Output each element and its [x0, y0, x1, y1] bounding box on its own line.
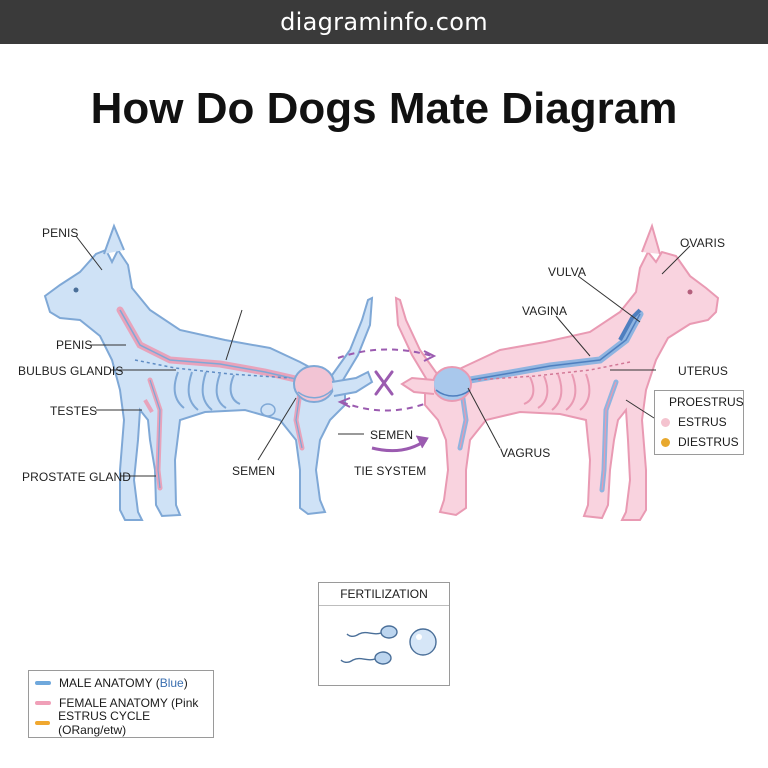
label-bulbus-glandis: BULBUS GLANDIS [18, 364, 124, 378]
diestrus-dot [661, 438, 670, 447]
legend-label: ESTRUS CYCLE (ORang/etw) [58, 709, 151, 737]
label-semen-left: SEMEN [232, 464, 276, 478]
sperm-cell-1 [347, 626, 397, 638]
page-title: How Do Dogs Mate Diagram [90, 84, 678, 133]
label-testes: TESTES [50, 404, 98, 418]
legend-item-male [29, 673, 213, 693]
tie-cross [376, 372, 392, 394]
cycle-item-diestrus [655, 432, 743, 452]
bulbus-glandis [294, 366, 334, 402]
egg-cell [410, 629, 436, 655]
label-vagina: VAGINA [522, 304, 568, 318]
cycle-item-proestrus [655, 392, 743, 412]
cycle-label: DIESTRUS [678, 435, 739, 449]
estrus-cycle-key [654, 390, 744, 455]
male-ear [104, 226, 124, 254]
legend-accent: Blue [159, 676, 184, 690]
site-name: diagraminfo.com [280, 8, 488, 36]
fertilization-illustration [319, 606, 449, 684]
estrus-dot [661, 418, 670, 427]
label-semen-center: SEMEN [370, 428, 414, 442]
male-eye [74, 288, 79, 293]
estrus-swatch [35, 721, 50, 725]
female-swatch [35, 701, 51, 705]
female-tail [396, 298, 440, 385]
label-ovaris: OVARIS [680, 236, 726, 250]
testes [261, 404, 275, 416]
label-vagrus: VAGRUS [500, 446, 551, 460]
female-eye [688, 290, 693, 295]
anatomy-legend [28, 670, 214, 738]
legend-label: FEMALE ANATOMY (Pink [59, 696, 199, 710]
legend-item-estrus [29, 709, 213, 737]
sperm-cell-2 [341, 652, 391, 664]
vaginal-canal [402, 378, 434, 394]
cycle-item-estrus [655, 412, 743, 432]
label-penis-top: PENIS [42, 226, 79, 240]
label-vulva: VULVA [548, 265, 587, 279]
male-swatch [35, 681, 51, 685]
legend-label: MALE ANATOMY ( [59, 676, 160, 690]
legend-suffix: ) [183, 676, 188, 690]
label-prostate-gland: PROSTATE GLAND [22, 470, 131, 484]
label-penis: PENIS [56, 338, 93, 352]
label-tie-system: TIE SYSTEM [354, 464, 427, 478]
cycle-label: PROESTRUS [669, 395, 744, 409]
male-tail [330, 298, 372, 385]
female-ear [642, 226, 660, 254]
tie-arc-bottom [342, 402, 424, 411]
fertilization-title: FERTILIZATION [319, 583, 449, 606]
fertilization-panel [318, 582, 450, 686]
label-uterus: UTERUS [678, 364, 728, 378]
cycle-label: ESTRUS [678, 415, 727, 429]
